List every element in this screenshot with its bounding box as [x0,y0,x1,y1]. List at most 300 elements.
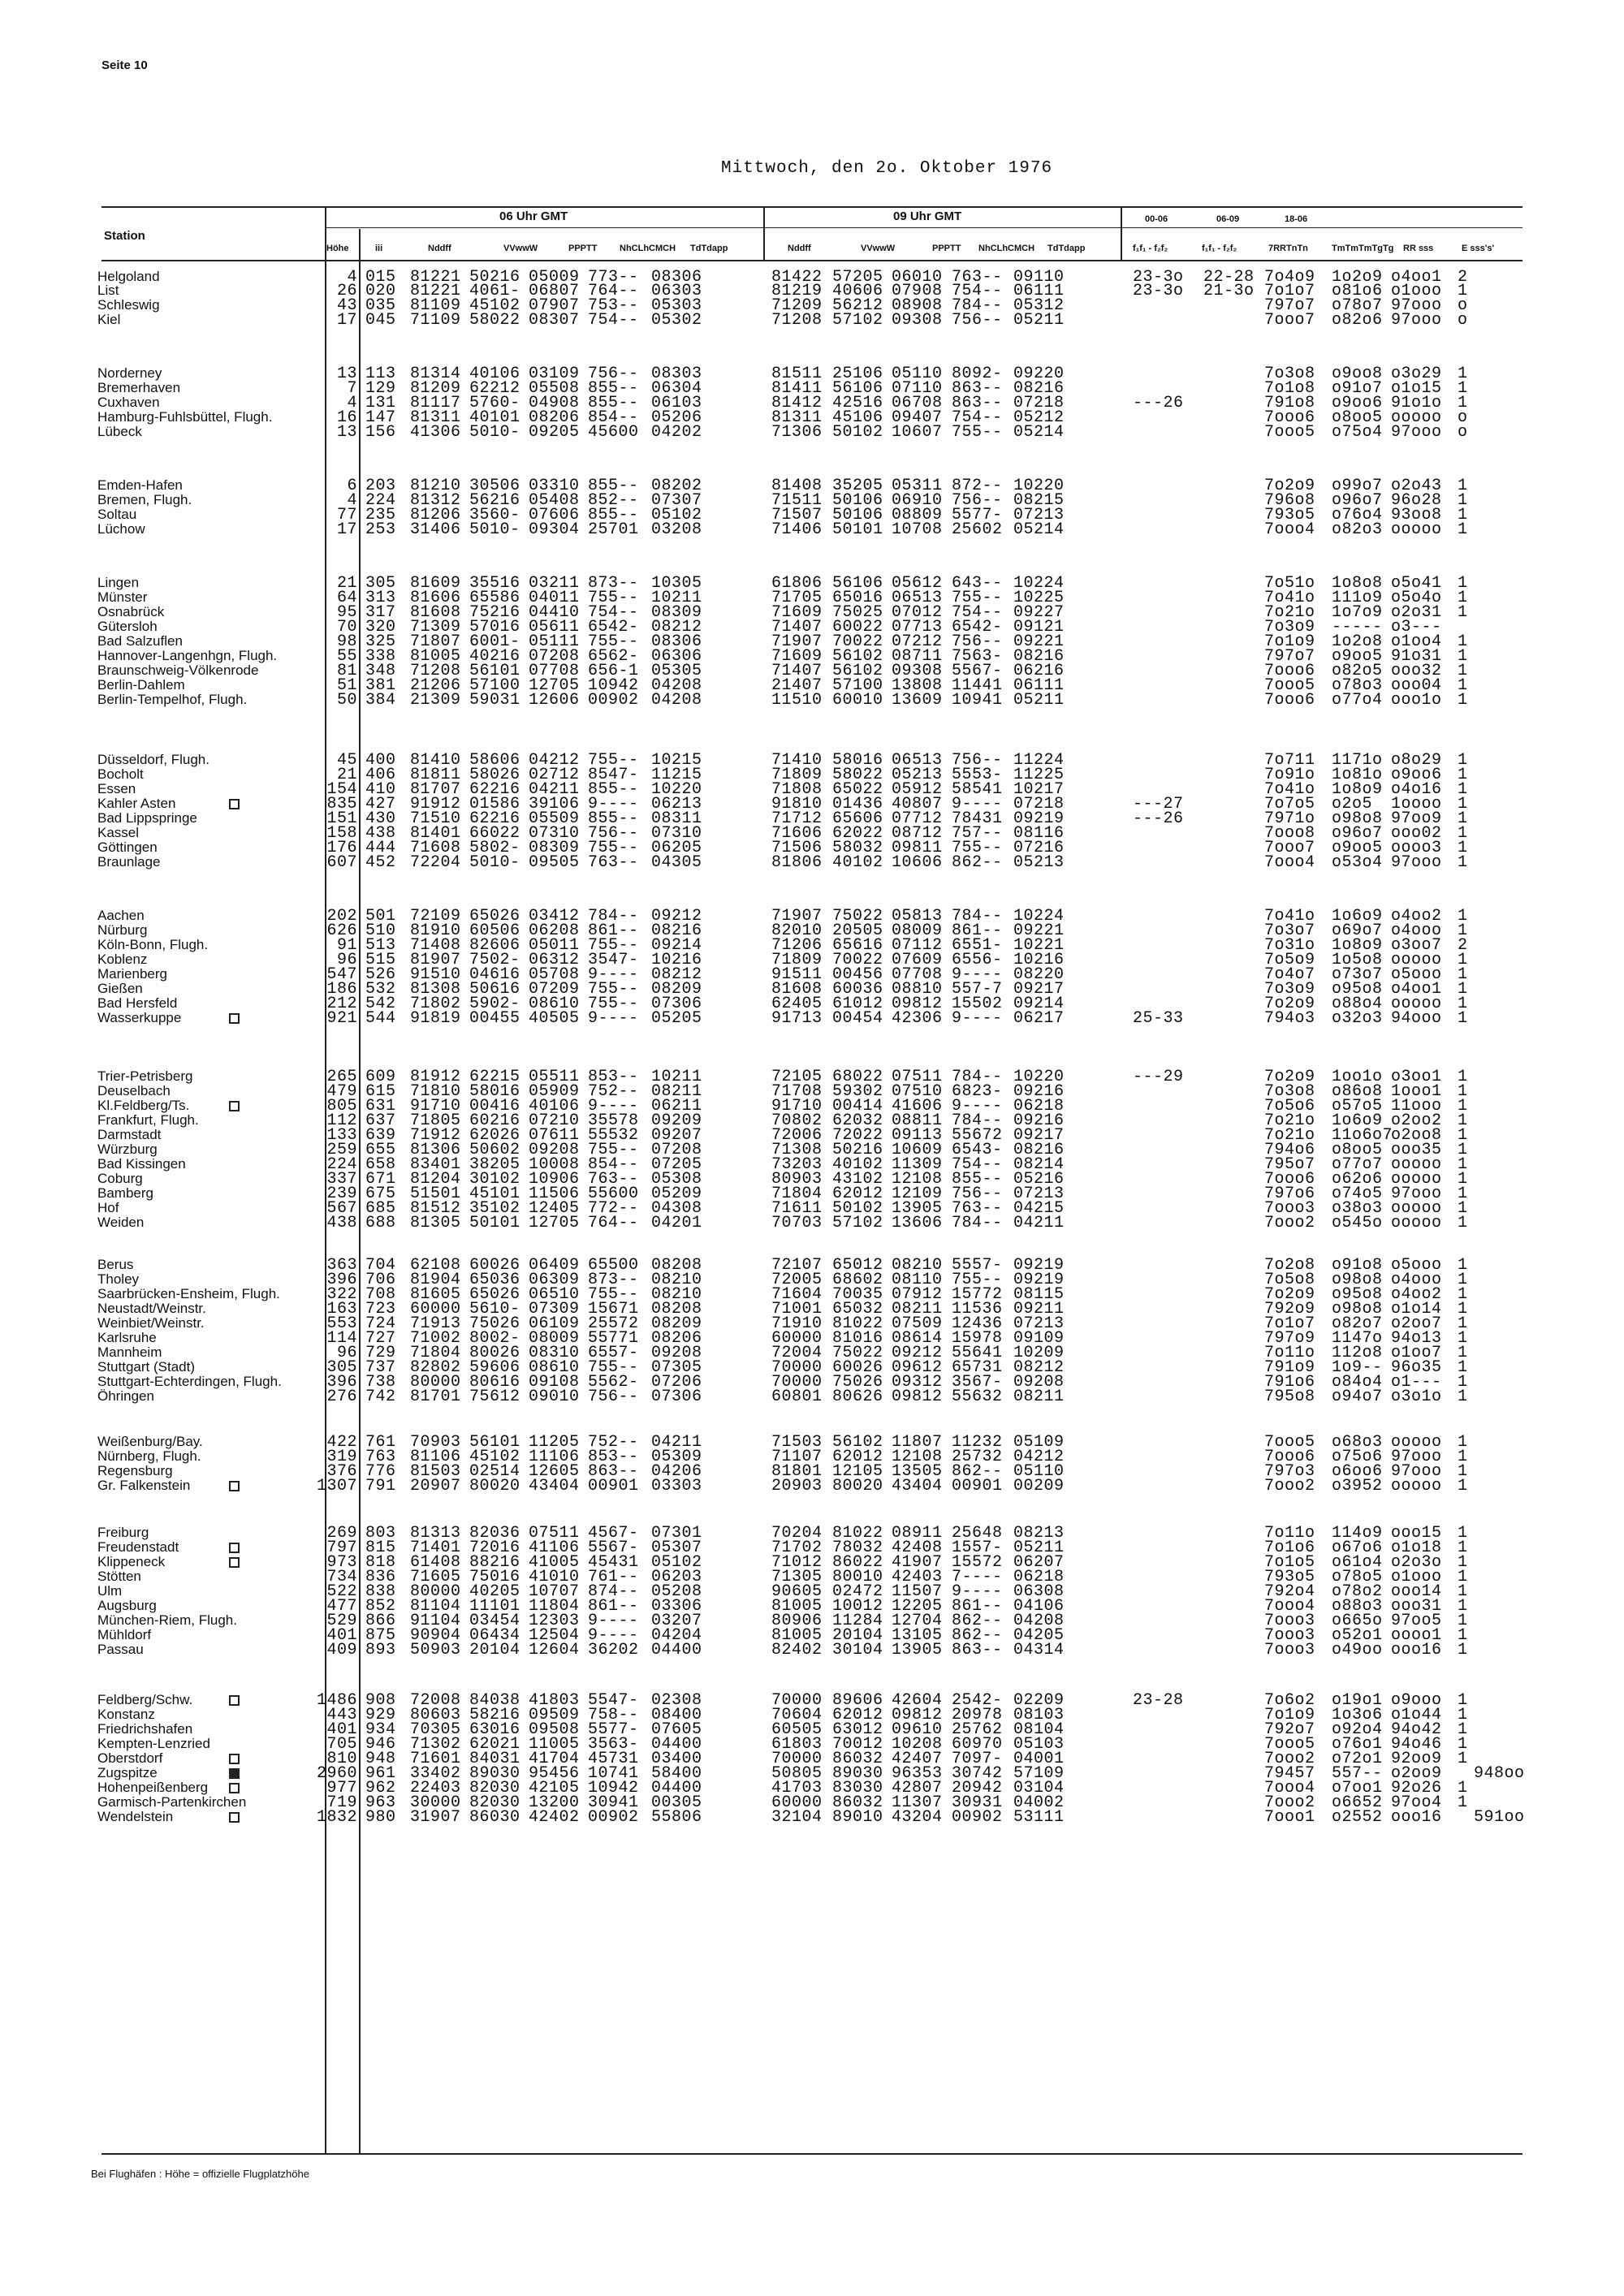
station-name: Essen [97,781,136,796]
tm-cell: o78o5 [1332,1568,1383,1586]
nddff-06-cell: 81005 [410,647,461,666]
station-name: Garmisch-Partenkirchen [97,1794,247,1810]
e-code-cell: 1 [1458,1329,1468,1348]
ppptt-06-cell: 06409 [529,1256,580,1275]
rr-cell: 7o11o [1264,1524,1315,1543]
rr-cell: 7ooo3 [1264,1641,1315,1659]
ppptt-09-cell: 42408 [892,1539,943,1557]
ppptt-09-cell: 08211 [892,1300,943,1318]
e-code-cell: 1 [1458,921,1468,940]
nh-09-cell: 6823- [952,1082,1003,1101]
tm-cell: o82o6 [1332,311,1383,330]
rrs-cell: o4oo1 [1391,268,1442,287]
td-06-cell: 04400 [651,1735,702,1754]
mountain-station-square-icon [229,1543,240,1553]
iii-cell: 908 [365,1691,396,1710]
nddff-06-header: Nddff [428,244,451,253]
vvwww-09-cell: 80010 [832,1568,883,1586]
nh-09-cell: 862-- [952,1612,1003,1630]
e-code-cell: 1 [1458,995,1468,1013]
vvwww-06-cell: 72016 [469,1539,520,1557]
vvwww-06-cell: 65026 [469,1285,520,1304]
height-cell: 477 [326,1597,357,1616]
nh-09-cell: 55641 [952,1344,1003,1362]
nddff-06-cell: 71804 [410,1344,461,1362]
vvwww-06-cell: 80026 [469,1344,520,1362]
iii-cell: 708 [365,1285,396,1304]
e-code-cell: 2 [1458,268,1468,287]
height-cell: 2960 [316,1764,357,1783]
td-06-cell: 08202 [651,477,702,495]
vvwww-06-cell: 65036 [469,1271,520,1289]
ppptt-09-cell: 06513 [892,751,943,770]
e-code-cell: 1 [1458,853,1468,872]
nh-09-cell: 756-- [952,491,1003,510]
e-code-cell: 1 [1458,780,1468,799]
nh-06-cell: 9---- [588,1009,639,1028]
iii-cell: 688 [365,1214,396,1232]
nddff-09-cell: 71305 [771,1568,823,1586]
ppptt-09-cell: 12108 [892,1170,943,1189]
rrs-cell: oooo3 [1391,839,1442,857]
tm-cell: 112o8 [1332,1344,1383,1362]
vvwww-09-cell: 60026 [832,1358,883,1377]
height-cell: 7 [347,379,357,398]
tm-cell: o98o8 [1332,1271,1383,1289]
station-name: List [97,283,119,298]
ppptt-09-cell: 11507 [892,1582,943,1601]
mountain-station-square-icon [229,799,240,809]
rrs-cell: o4oo2 [1391,907,1442,926]
ppptt-09-cell: 05612 [892,574,943,593]
nh-06-cell: 9---- [588,965,639,984]
rrs-cell: 97ooo [1391,853,1442,872]
nh-09-cell: 754-- [952,408,1003,427]
ppptt-09-header: PPPTT [932,244,961,253]
station-name: Kassel [97,825,140,840]
rrs-cell: 92o26 [1391,1779,1442,1798]
nddff-06-cell: 91104 [410,1612,461,1630]
iii-cell: 655 [365,1141,396,1159]
td-09-cell: 08116 [1013,824,1065,843]
td-06-cell: 05309 [651,1448,702,1466]
nddff-06-cell: 81512 [410,1199,461,1218]
height-cell: 810 [326,1750,357,1768]
td-09-cell: 02209 [1013,1691,1065,1710]
iii-cell: 609 [365,1068,396,1086]
precip-0006-cell: 23-3o [1133,282,1184,300]
ppptt-06-cell: 40505 [529,1009,580,1028]
iii-cell: 818 [365,1553,396,1572]
ppptt-06-cell: 12705 [529,676,580,695]
station-name: Tholey [97,1271,140,1287]
iii-cell: 637 [365,1111,396,1130]
nh-09-cell: 6556- [952,951,1003,969]
nh-06-cell: 30941 [588,1793,639,1812]
rr-cell: 7o711 [1264,751,1315,770]
vvwww-06-header: VVwwW [503,244,538,253]
vvwww-09-cell: 57205 [832,268,883,287]
ppptt-09-cell: 43404 [892,1477,943,1495]
height-cell: 276 [326,1388,357,1406]
rrs-cell: 97ooo [1391,311,1442,330]
tm-cell: o8oo5 [1332,1141,1383,1159]
td-06-cell: 08216 [651,921,702,940]
vvwww-09-cell: 81022 [832,1524,883,1543]
station-name: Saarbrücken-Ensheim, Flugh. [97,1286,280,1301]
nddff-09-cell: 71609 [771,647,823,666]
vvwww-09-cell: 50102 [832,1199,883,1218]
td-09-cell: 09221 [1013,921,1065,940]
nh-09-cell: 5553- [952,766,1003,784]
nh-06-cell: 10942 [588,676,639,695]
vvwww-09-cell: 35205 [832,477,883,495]
nh-06-cell: 3563- [588,1735,639,1754]
nh-09-cell: 25648 [952,1524,1003,1543]
tm-cell: o76o1 [1332,1735,1383,1754]
height-cell: 70 [336,618,357,637]
iii-cell: 542 [365,995,396,1013]
height-cell: 112 [326,1111,357,1130]
ppptt-06-cell: 06208 [529,921,580,940]
nddff-09-cell: 71208 [771,311,823,330]
e-code-cell: 1 [1458,1141,1468,1159]
rr-cell: 797o3 [1264,1462,1315,1481]
nddff-09-cell: 71406 [771,520,823,539]
nh-09-cell: 6543- [952,1141,1003,1159]
tm-cell: o84o4 [1332,1373,1383,1392]
rrs-cell: o2o43 [1391,477,1442,495]
nh-09-cell: 784-- [952,1214,1003,1232]
iii-cell: 427 [365,795,396,814]
rr-cell: 7o2o9 [1264,1068,1315,1086]
station-name: Aachen [97,908,145,923]
nh-06-cell: 55532 [588,1126,639,1145]
nddff-09-cell: 72006 [771,1126,823,1145]
nh-09-header: NhCLhCMCH [978,244,1035,253]
height-cell: 133 [326,1126,357,1145]
vvwww-06-cell: 60216 [469,1111,520,1130]
td-06-cell: 08306 [651,632,702,651]
height-cell: 17 [336,520,357,539]
iii-cell: 852 [365,1597,396,1616]
nh-09-cell: 754-- [952,1155,1003,1174]
vvwww-06-cell: 57016 [469,618,520,637]
station-name: Frankfurt, Flugh. [97,1112,199,1128]
nddff-09-cell: 91810 [771,795,823,814]
station-name: Nürburg [97,922,148,938]
nddff-09-cell: 71712 [771,809,823,828]
vvwww-06-cell: 40106 [469,365,520,383]
rrs-cell: o1o14 [1391,1300,1442,1318]
nh-06-cell: 874-- [588,1582,639,1601]
td-06-cell: 05307 [651,1539,702,1557]
nddff-06-cell: 41306 [410,423,461,442]
rrs-cell: o4ooo [1391,921,1442,940]
td-06-header: TdTdapp [690,244,728,253]
station-name: Düsseldorf, Flugh. [97,752,209,767]
mountain-station-square-icon [229,1481,240,1491]
nddff-09-cell: 71609 [771,603,823,622]
vvwww-09-cell: 56102 [832,1433,883,1452]
vvwww-06-cell: 40101 [469,408,520,427]
rr-cell: 7o4o9 [1264,268,1315,287]
ppptt-09-cell: 05311 [892,477,943,495]
nddff-06-cell: 60000 [410,1300,461,1318]
nddff-06-cell: 81117 [410,394,461,412]
vvwww-06-cell: 45101 [469,1185,520,1203]
ppptt-09-cell: 08811 [892,1111,943,1130]
td-09-cell: 57109 [1013,1764,1065,1783]
vvwww-09-cell: 60022 [832,618,883,637]
rr-cell: 7ooo2 [1264,1793,1315,1812]
nh-09-cell: 7---- [952,1568,1003,1586]
nddff-06-cell: 72109 [410,907,461,926]
nddff-06-cell: 31406 [410,520,461,539]
td-06-cell: 08210 [651,1271,702,1289]
td-09-cell: 04314 [1013,1641,1065,1659]
nddff-06-cell: 81401 [410,824,461,843]
td-06-cell: 08210 [651,1285,702,1304]
vvwww-09-cell: 80020 [832,1477,883,1495]
nh-09-cell: 862-- [952,1626,1003,1645]
nddff-06-cell: 71912 [410,1126,461,1145]
rrs-cell: 97ooo [1391,1462,1442,1481]
tm-cell: o91o7 [1332,379,1383,398]
tm-cell: o72o1 [1332,1750,1383,1768]
vvwww-09-cell: 50101 [832,520,883,539]
height-cell: 401 [326,1720,357,1739]
vvwww-09-cell: 60010 [832,691,883,710]
esss-cell: 948oo [1474,1764,1525,1783]
rrs-cell: ooooo [1391,520,1442,539]
vvwww-06-cell: 62021 [469,1735,520,1754]
e-code-cell: 1 [1458,965,1468,984]
nh-06-cell: 755-- [588,589,639,607]
e-code-cell: 1 [1458,1111,1468,1130]
e-code-cell: 1 [1458,1068,1468,1086]
nh-06-cell: 855-- [588,506,639,524]
td-09-cell: 10220 [1013,1068,1065,1086]
nddff-09-cell: 81411 [771,379,823,398]
tm-cell: o92o4 [1332,1720,1383,1739]
ppptt-06-cell: 11804 [529,1597,580,1616]
ff1-header: f₁f₁ - f₂f₂ [1133,244,1168,253]
height-cell: 567 [326,1199,357,1218]
td-06-cell: 04202 [651,423,702,442]
nddff-06-cell: 81811 [410,766,461,784]
td-09-cell: 04208 [1013,1612,1065,1630]
td-09-cell: 11224 [1013,751,1065,770]
iii-cell: 631 [365,1097,396,1116]
tm-cell: 111o9 [1332,589,1383,607]
td-06-cell: 04308 [651,1199,702,1218]
vvwww-09-cell: 50106 [832,491,883,510]
ppptt-06-cell: 41106 [529,1539,580,1557]
station-name: Darmstadt [97,1127,162,1142]
ppptt-09-cell: 42403 [892,1568,943,1586]
e-code-cell: 1 [1458,1641,1468,1659]
vvwww-09-cell: 20104 [832,1626,883,1645]
tm-cell: 1o5o8 [1332,951,1383,969]
nh-09-cell: 78431 [952,809,1003,828]
vvwww-06-cell: 59606 [469,1358,520,1377]
rrs-cell: ooooo [1391,1199,1442,1218]
height-cell: 422 [326,1433,357,1452]
tm-cell: o75o6 [1332,1448,1383,1466]
group-06-header: 06 Uhr GMT [499,209,568,223]
height-cell: 163 [326,1300,357,1318]
nddff-09-cell: 61803 [771,1735,823,1754]
td-06-cell: 07305 [651,1358,702,1377]
td-09-cell: 05211 [1013,1539,1065,1557]
rrs-cell: ooo15 [1391,1524,1442,1543]
ppptt-09-cell: 07509 [892,1314,943,1333]
rrs-cell: ooo35 [1391,1141,1442,1159]
nddff-09-cell: 81422 [771,268,823,287]
iii-cell: 035 [365,296,396,315]
ppptt-06-cell: 07210 [529,1111,580,1130]
iii-cell: 929 [365,1706,396,1724]
vvwww-09-cell: 78032 [832,1539,883,1557]
iii-cell: 742 [365,1388,396,1406]
td-09-cell: 09219 [1013,1271,1065,1289]
rrs-cell: o5o41 [1391,574,1442,593]
rr-header: 7RRTnTn [1268,244,1308,253]
nh-06-cell: 55600 [588,1185,639,1203]
iii-cell: 946 [365,1735,396,1754]
ppptt-06-cell: 08310 [529,1344,580,1362]
tm-cell: o9oo5 [1332,647,1383,666]
nddff-06-cell: 70903 [410,1433,461,1452]
rr-cell: 7o41o [1264,907,1315,926]
vvwww-09-cell: 89606 [832,1691,883,1710]
ppptt-09-cell: 09212 [892,1344,943,1362]
ppptt-09-cell: 09812 [892,1388,943,1406]
ppptt-09-cell: 09812 [892,995,943,1013]
rrs-header: RR sss [1403,244,1434,253]
nh-09-cell: 11232 [952,1433,1003,1452]
ppptt-09-cell: 09610 [892,1720,943,1739]
rr-cell: 791o9 [1264,1358,1315,1377]
station-name: Konstanz [97,1707,155,1722]
nh-09-cell: 9---- [952,965,1003,984]
vvwww-06-cell: 06434 [469,1626,520,1645]
rrs-cell: o5ooo [1391,1256,1442,1275]
iii-cell: 544 [365,1009,396,1028]
e-code-cell: 1 [1458,751,1468,770]
tm-cell: 1171o [1332,751,1383,770]
nddff-09-cell: 71107 [771,1448,823,1466]
rrs-cell: o1o18 [1391,1539,1442,1557]
nddff-06-cell: 81221 [410,268,461,287]
nddff-06-cell: 81204 [410,1170,461,1189]
mountain-station-square-icon [229,1101,240,1111]
iii-cell: 313 [365,589,396,607]
station-name: Bad Kissingen [97,1156,186,1172]
rrs-cell: ooooo [1391,951,1442,969]
height-cell: 265 [326,1068,357,1086]
height-cell: 13 [336,423,357,442]
nh-06-cell: 755-- [588,632,639,651]
e-code-cell: 1 [1458,1539,1468,1557]
td-09-cell: 07213 [1013,506,1065,524]
td-09-cell: 05103 [1013,1735,1065,1754]
height-cell: 81 [336,662,357,680]
tm-cell: o86o8 [1332,1082,1383,1101]
vvwww-09-cell: 63012 [832,1720,883,1739]
iii-cell: 761 [365,1433,396,1452]
rr-cell: 792o7 [1264,1720,1315,1739]
nh-06-cell: 873-- [588,574,639,593]
ppptt-06-cell: 41005 [529,1553,580,1572]
iii-cell: 866 [365,1612,396,1630]
vvwww-09-cell: 89030 [832,1764,883,1783]
height-cell: 1486 [316,1691,357,1710]
ppptt-06-cell: 05408 [529,491,580,510]
iii-cell: 875 [365,1626,396,1645]
tm-cell: 1o8o8 [1332,574,1383,593]
vvwww-09-cell: 50102 [832,423,883,442]
rr-cell: 795o7 [1264,1155,1315,1174]
tm-cell: o77o7 [1332,1155,1383,1174]
station-name: Marienberg [97,966,167,982]
height-cell: 259 [326,1141,357,1159]
station-name: Klippeneck [97,1554,166,1569]
nh-09-cell: 784-- [952,1111,1003,1130]
e-code-cell: 1 [1458,574,1468,593]
tm-cell: 1o2o8 [1332,632,1383,651]
ppptt-09-cell: 42807 [892,1779,943,1798]
e-code-cell: 1 [1458,1082,1468,1101]
ppptt-06-cell: 07907 [529,296,580,315]
e-code-cell: o [1458,423,1468,442]
td-09-cell: 10216 [1013,951,1065,969]
station-name: Trier-Petrisberg [97,1068,193,1084]
tm-cell: o2o5 [1332,795,1373,814]
td-06-cell: 06303 [651,282,702,300]
nddff-06-cell: 81104 [410,1597,461,1616]
rrs-cell: 97oo9 [1391,809,1442,828]
iii-cell: 706 [365,1271,396,1289]
ppptt-06-cell: 08610 [529,995,580,1013]
nh-09-cell: 855-- [952,1170,1003,1189]
td-09-cell: 10224 [1013,574,1065,593]
ppptt-06-cell: 04908 [529,394,580,412]
td-06-cell: 07306 [651,1388,702,1406]
td-06-cell: 04400 [651,1641,702,1659]
iii-cell: 639 [365,1126,396,1145]
iii-cell: 615 [365,1082,396,1101]
tm-cell: 1o2o9 [1332,268,1383,287]
e-code-cell: 1 [1458,662,1468,680]
nddff-09-cell: 71705 [771,589,823,607]
vvwww-09-cell: 62012 [832,1706,883,1724]
tm-cell: o62o6 [1332,1170,1383,1189]
nddff-06-cell: 62108 [410,1256,461,1275]
nddff-06-cell: 82802 [410,1358,461,1377]
nh-09-cell: 00901 [952,1477,1003,1495]
ppptt-09-cell: 05813 [892,907,943,926]
ppptt-06-cell: 07310 [529,824,580,843]
tm-cell: ----- [1332,618,1383,637]
vvwww-09-cell: 65032 [832,1300,883,1318]
ppptt-06-cell: 04211 [529,780,580,799]
ppptt-09-cell: 11807 [892,1433,943,1452]
vvwww-06-cell: 82606 [469,936,520,955]
rr-cell: 7971o [1264,809,1315,828]
nddff-09-cell: 72105 [771,1068,823,1086]
